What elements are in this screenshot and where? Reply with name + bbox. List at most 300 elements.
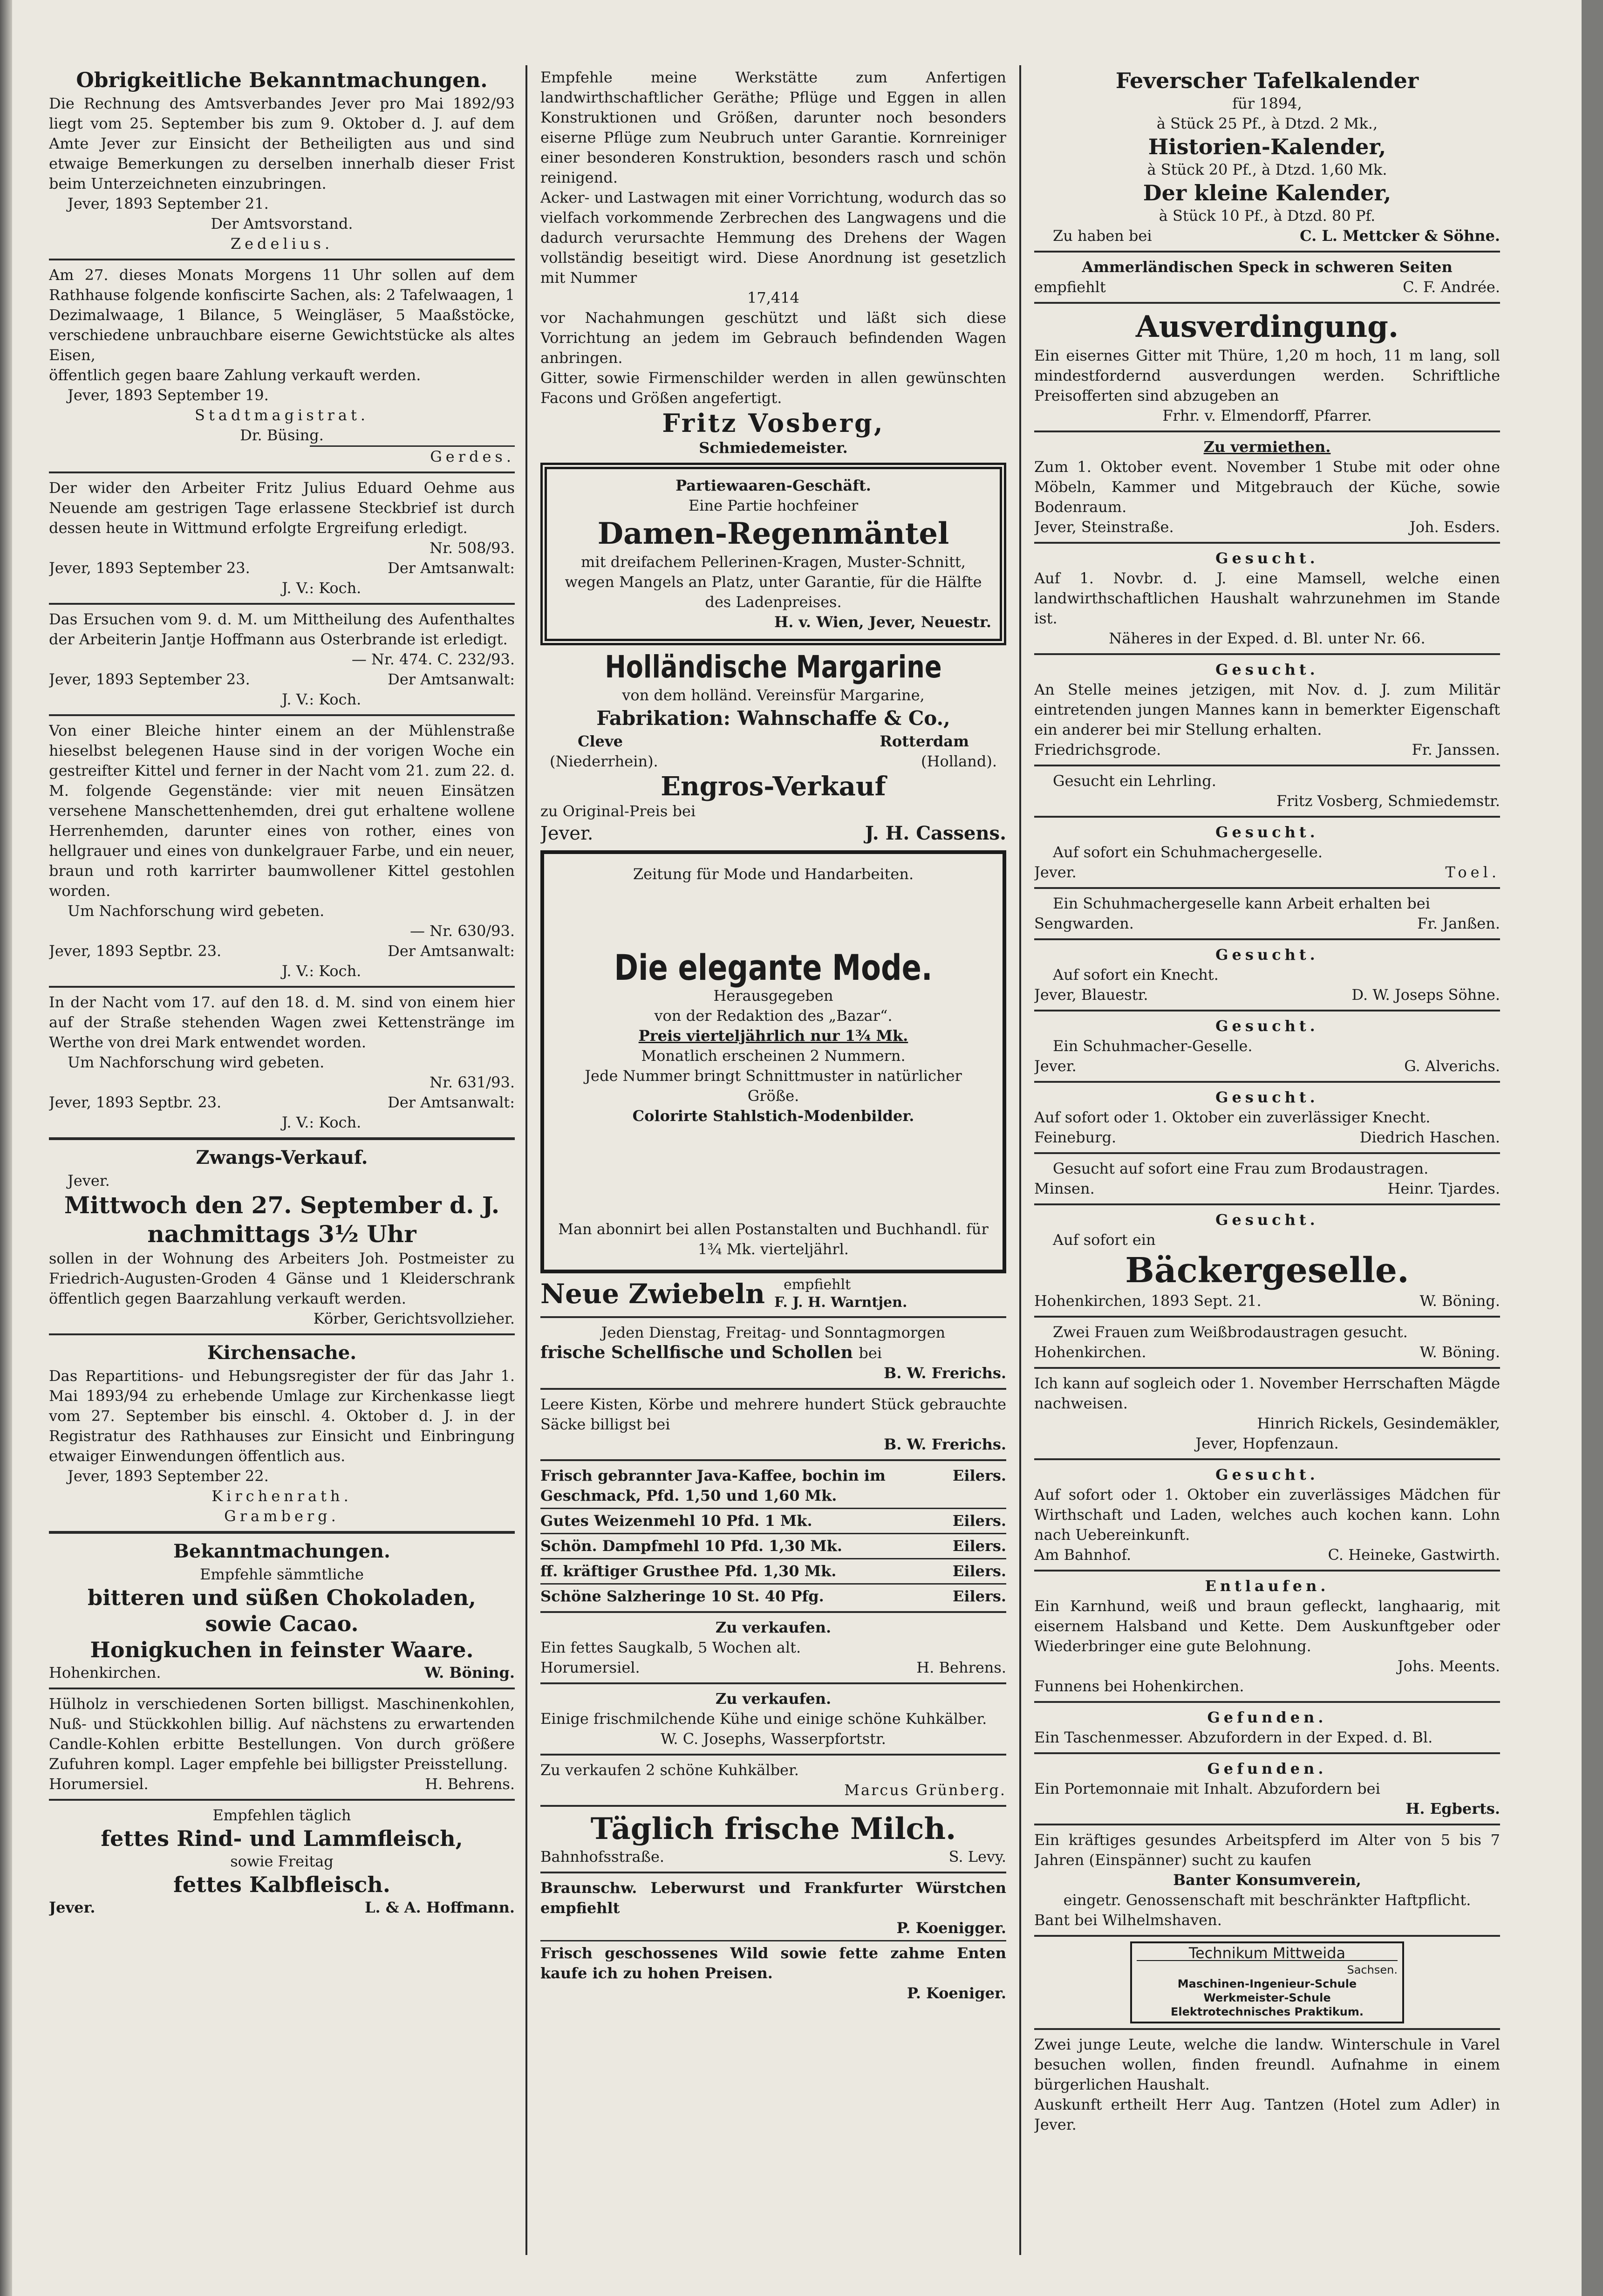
notice-office: Stadtmagistrat. — [194, 406, 369, 424]
ad-city: Rotterdam — [880, 732, 969, 750]
ad-city: Cleve — [578, 732, 623, 750]
ad-heading: Gesucht. — [1215, 946, 1319, 964]
notice-signature: Gramberg. — [224, 1507, 340, 1525]
ad-info: Näheres in der Exped. d. Bl. unter Nr. 66. — [1109, 629, 1426, 647]
ad-josephs — [540, 1689, 1006, 1749]
ad-top: Partiewaaren-Geschäft. — [675, 477, 871, 494]
ad-behrens-saugkalb — [540, 1618, 1006, 1678]
ad-heading: Zwangs-Verkauf. — [196, 1147, 368, 1168]
ad-headline: Feverscher Tafelkalender — [1115, 68, 1419, 93]
ad-behrens-kohlen — [49, 1694, 515, 1794]
ad-line: bitteren und süßen Chokoladen, — [88, 1585, 476, 1610]
ad-heading: Gesucht. — [1215, 1211, 1319, 1229]
divider — [540, 1583, 1006, 1585]
ad-text: eingetr. Genossenschaft mit beschränkter Haftpflicht. — [1063, 1891, 1471, 1909]
notice-signature: J. V.: Koch. — [282, 962, 362, 980]
divider — [1034, 2028, 1500, 2030]
notice-date: Jever, 1893 Septbr. 23. — [49, 942, 222, 960]
ad-place: Feineburg. — [1034, 1128, 1117, 1146]
ad-text: Jede Nummer bringt Schnittmuster in natürlicher Größe. — [585, 1067, 962, 1105]
ad-place: Minsen. — [1034, 1180, 1095, 1197]
notice-stadtmagistrat — [49, 265, 515, 467]
divider — [1034, 1316, 1500, 1318]
ad-frau-brod — [1034, 1159, 1500, 1199]
notice-signature: Gerdes. — [310, 445, 515, 467]
notice-office: Der Amtsanwalt: — [388, 1093, 515, 1111]
ad-price: Preis vierteljährlich nur 1¾ Mk. — [638, 1027, 908, 1045]
divider — [540, 1682, 1006, 1684]
ad-text: von dem holländ. Vereinsfür Margarine, — [622, 686, 925, 704]
ad-knecht-2 — [1034, 1087, 1500, 1148]
ad-place: Funnens bei Hohenkirchen. — [1034, 1677, 1244, 1695]
notice-date: Jever, 1893 September 23. — [49, 559, 250, 577]
ad-signature: Toel. — [1445, 863, 1500, 881]
ad-ausverdingung — [1034, 308, 1500, 426]
ad-gefunden-messer — [1034, 1708, 1500, 1748]
notice-date: Jever, 1893 Septbr. 23. — [49, 1093, 222, 1111]
notice-kirchensache — [49, 1340, 515, 1526]
ad-text: Zwei Frauen zum Weißbrodaustragen gesucht. — [1053, 1323, 1408, 1341]
divider — [1034, 1752, 1500, 1754]
scan-background — [1582, 0, 1603, 2296]
ad-bei: bei — [859, 1344, 882, 1362]
ad-schuhmacher-1 — [1034, 822, 1500, 882]
ad-signature: B. W. Frerichs. — [884, 1364, 1006, 1382]
ad-text: Zu verkaufen 2 schöne Kuhkälber. — [540, 1761, 799, 1779]
ad-text: Ein fettes Saugkalb, 5 Wochen alt. — [540, 1639, 801, 1656]
notice-oehme — [49, 478, 515, 598]
notice-amtsverband — [49, 68, 515, 254]
notice-office: Der Amtsanwalt: — [388, 670, 515, 688]
ad-place: Jever, Blauestr. — [1034, 986, 1148, 1004]
ad-text: Empfehle meine Werkstätte zum Anfertigen landwirthschaftlicher Geräthe; Pflüge und Eggen in allen Konstruktionen und Größen, darunter noch besonders eiserne Pflüge zum Neubruch unter Garantie. Kornreiniger einer besonderen Konstruktion, besonders rasch und schön reinigend. — [540, 68, 1006, 186]
notice-text: Die Rechnung des Amtsverbandes Jever pro Mai 1892/93 liegt vom 25. September bis zum 9. Oktober d. J. auf dem Amte Jever zur Einsicht der Betheiligten aus und sind etwaige Bemerkungen zu derselben innerhalb dieser Frist beim Unterzeichneten einzubringen. — [49, 95, 515, 192]
divider — [1034, 1203, 1500, 1205]
notice-request: Um Nachforschung wird gebeten. — [68, 902, 325, 920]
column-rule — [525, 65, 527, 2255]
ad-price: à Stück 25 Pf., à Dtzd. 2 Mk., — [1156, 115, 1378, 132]
ad-place: Am Bahnhof. — [1034, 1546, 1132, 1564]
ad-zwiebeln — [540, 1276, 1006, 1312]
ad-place: Jever, Steinstraße. — [1034, 518, 1174, 536]
ad-text: Herausgegeben — [713, 987, 833, 1004]
divider — [540, 1316, 1006, 1318]
notice-text: Das Ersuchen vom 9. d. M. um Mittheilung des Aufenthaltes der Arbeiterin Jantje Hoffmann aus Osterbrande ist erledigt. — [49, 610, 515, 648]
ad-heading: Entlaufen. — [1205, 1577, 1330, 1595]
divider — [49, 986, 515, 988]
divider — [540, 1754, 1006, 1756]
ad-line: ff. kräftiger Grusthee Pfd. 1,30 Mk. — [540, 1562, 837, 1580]
notice-bleiche — [49, 721, 515, 981]
divider — [49, 1688, 515, 1689]
ad-signature: C. Heineke, Gastwirth. — [1328, 1546, 1500, 1564]
ad-vosberg — [540, 68, 1006, 458]
ad-text: Ein eisernes Gitter mit Thüre, 1,20 m hoch, 11 m lang, soll mindestfordernd ausverdungen werden. Schriftliche Preisofferten sind abzugeben an — [1034, 347, 1500, 404]
ad-signature: W. Böning. — [1419, 1292, 1500, 1310]
ad-intro: Empfehle sämmtliche — [200, 1565, 364, 1583]
ad-place: Sengwarden. — [1034, 915, 1134, 932]
ad-heading: Gesucht. — [1215, 661, 1319, 678]
ad-line: Schöne Salzheringe 10 St. 40 Pfg. — [540, 1587, 824, 1605]
divider — [49, 1137, 515, 1140]
column-1 — [49, 68, 515, 1918]
ad-line: Werkmeister-Schule — [1203, 1991, 1331, 2004]
ad-text: Ich kann auf sogleich oder 1. November Herrschaften Mägde nachweisen. — [1034, 1374, 1500, 1412]
ad-place: Jever. — [49, 1899, 95, 1916]
ad-headline: Damen-Regenmäntel — [597, 516, 949, 551]
divider — [1034, 302, 1500, 304]
ad-region: (Holland). — [921, 752, 997, 770]
ad-price: à Stück 10 Pf., à Dtzd. 80 Pf. — [1159, 207, 1376, 225]
ad-price: à Stück 20 Pf., à Dtzd. 1,60 Mk. — [1147, 161, 1387, 178]
ad-baeckergeselle — [1034, 1210, 1500, 1311]
notice-date: Jever, 1893 September 22. — [68, 1467, 269, 1485]
ad-technikum-mittweida — [1130, 1941, 1404, 2023]
ad-address: Jever, Hopfenzaun. — [1195, 1435, 1339, 1452]
divider — [1034, 1935, 1500, 1937]
ad-signature: S. Levy. — [948, 1848, 1006, 1866]
notice-office: Der Amtsanwalt: — [388, 559, 515, 577]
ad-signature: W. Böning. — [424, 1664, 515, 1681]
ad-text: Ein Schuhmacher-Geselle. — [1053, 1037, 1253, 1055]
ad-text: Gitter, sowie Firmenschilder werden in allen gewünschten Facons und Größen angefertigt. — [540, 369, 1006, 407]
ad-zwangsverkauf — [49, 1145, 515, 1329]
divider — [1034, 765, 1500, 766]
ad-text: Ein kräftiges gesundes Arbeitspferd im Alter von 5 bis 7 Jahren (Einspänner) sucht zu kaufen — [1034, 1831, 1500, 1869]
ad-margarine — [540, 649, 1006, 846]
ad-patent-number: 17,414 — [747, 289, 799, 307]
ad-signature: Fritz Vosberg, Schmiedemstr. — [1276, 792, 1500, 810]
ad-signature: Johs. Meents. — [1397, 1657, 1500, 1675]
ad-frerichs-kisten — [540, 1394, 1006, 1455]
page-binding-edge — [0, 0, 12, 2296]
ad-signature: Joh. Esders. — [1409, 518, 1500, 536]
ad-place: Bahnhofsstraße. — [540, 1848, 665, 1866]
ad-headline: Der kleine Kalender, — [1143, 180, 1392, 205]
divider — [1034, 938, 1500, 940]
notice-text: öffentlich gegen baare Zahlung verkauft werden. — [49, 366, 421, 384]
notice-office: Kirchenrath. — [211, 1487, 352, 1505]
ad-line: Honigkuchen in feinster Waare. — [90, 1637, 474, 1662]
ad-knecht-1 — [1034, 945, 1500, 1005]
ad-headline: Täglich frische Milch. — [590, 1811, 956, 1846]
ad-signature: H. Behrens. — [916, 1659, 1006, 1676]
ad-text: von der Redaktion des „Bazar“. — [654, 1007, 893, 1025]
ad-signature: P. Koenigger. — [896, 1919, 1006, 1937]
notice-signature: Dr. Büsing. — [240, 426, 324, 444]
ad-bold: frische Schellfische und Schollen — [540, 1343, 853, 1362]
ad-headline: Neue Zwiebeln — [540, 1278, 765, 1310]
ad-headline: Bäckergeselle. — [1125, 1250, 1409, 1291]
divider — [49, 603, 515, 605]
divider — [540, 1388, 1006, 1390]
divider — [1034, 887, 1500, 889]
ad-frerichs-fische — [540, 1323, 1006, 1383]
notice-signature: Zedelius. — [230, 235, 334, 253]
ad-wien-regenmaentel — [540, 463, 1006, 645]
ad-signature: H. Egberts. — [1405, 1800, 1500, 1818]
ad-schuhmacher-2 — [1034, 894, 1500, 934]
notice-ketten — [49, 992, 515, 1133]
divider — [540, 1611, 1006, 1613]
ad-text: für 1894, — [1232, 95, 1302, 112]
ad-text: Gesucht auf sofort eine Frau zum Brodaustragen. — [1053, 1160, 1429, 1177]
ad-line: fettes Rind- und Lammfleisch, — [101, 1826, 463, 1851]
notice-office: Der Amtsvorstand. — [211, 215, 353, 232]
ad-signature: P. Koeniger. — [907, 1984, 1006, 2002]
ad-place: Horumersiel. — [49, 1775, 149, 1793]
ad-headline: Historien-Kalender, — [1148, 134, 1386, 159]
ad-text: Einige frischmilchende Kühe und einige schöne Kuhkälber. — [540, 1710, 987, 1728]
divider — [1034, 251, 1500, 253]
divider — [1034, 1570, 1500, 1572]
ad-date-line: Mittwoch den 27. September d. J. — [64, 1191, 500, 1219]
ad-line: sowie Freitag — [230, 1852, 334, 1870]
ad-text: Auf sofort oder 1. Oktober ein zuverlässiges Mädchen für Wirthschaft und Laden, welches auch kochen kann. Lohn nach Uebereinkunft. — [1034, 1486, 1500, 1544]
ad-line: Frisch gebrannter Java-Kaffee, bochin im Geschmack, Pfd. 1,50 und 1,60 Mk. — [540, 1467, 886, 1504]
ad-signature: Eilers. — [952, 1467, 1006, 1484]
divider — [49, 1799, 515, 1801]
notice-text: In der Nacht vom 17. auf den 18. d. M. sind von einem hier auf der Straße stehenden Wagen zwei Kettenstränge im Werthe von drei Mark entwendet worden. — [49, 993, 515, 1051]
ad-place: Jever. — [68, 1172, 110, 1189]
ad-line: Schön. Dampfmehl 10 Pfd. 1,30 Mk. — [540, 1537, 842, 1555]
ad-signature: C. L. Mettcker & Söhne. — [1300, 227, 1500, 245]
notice-request: Um Nachforschung wird gebeten. — [68, 1053, 325, 1071]
divider — [49, 259, 515, 260]
divider — [1034, 1010, 1500, 1011]
ad-text: Ein Schuhmachergeselle kann Arbeit erhalten bei — [1053, 895, 1430, 912]
notice-text: Der wider den Arbeiter Fritz Julius Eduard Oehme aus Neuende am gestrigen Tage erlassene Steckbrief ist durch dessen heute in Wittmund erfolgte Ergreifung erledigt. — [49, 479, 515, 537]
ad-text: Gesucht ein Lehrling. — [1053, 772, 1216, 790]
divider — [49, 714, 515, 716]
ad-signature: J. H. Cassens. — [865, 822, 1006, 844]
ad-gefunden-portemonnaie — [1034, 1759, 1500, 1819]
ad-text: Frisch geschossenes Wild sowie fette zahme Enten kaufe ich zu hohen Preisen. — [540, 1944, 1006, 1982]
ad-text: sollen in der Wohnung des Arbeiters Joh. Postmeister zu Friedrich-Augusten-Groden 4 Gänse und 1 Kleiderschrank öffentlich gegen Baarzahlung verkauft werden. — [49, 1250, 515, 1307]
ad-koenigger — [540, 1878, 1006, 2003]
ad-signature: C. F. Andrée. — [1403, 278, 1500, 296]
ad-region: (Niederrhein). — [550, 752, 658, 770]
divider — [540, 1459, 1006, 1461]
ad-line: sowie Cacao. — [205, 1611, 359, 1636]
ad-signature: Eilers. — [952, 1512, 1006, 1530]
ad-text: Ammerländischen Speck in schweren Seiten — [1082, 258, 1453, 276]
divider — [1034, 430, 1500, 432]
ad-gesucht-mamsell — [1034, 548, 1500, 649]
divider — [540, 1508, 1006, 1509]
ad-place: Friedrichsgrode. — [1034, 741, 1161, 758]
notice-date: Jever, 1893 September 21. — [68, 195, 269, 212]
ad-line: Gutes Weizenmehl 10 Pfd. 1 Mk. — [540, 1512, 812, 1530]
divider — [1034, 1701, 1500, 1703]
ad-boening — [49, 1538, 515, 1683]
ad-text: Braunschw. Leberwurst und Frankfurter Würstchen empfiehlt — [540, 1879, 1006, 1917]
ad-signature: H. Behrens. — [425, 1775, 515, 1793]
ad-heading: Gesucht. — [1215, 1466, 1319, 1483]
divider — [540, 1805, 1006, 1807]
notice-number: Nr. 508/93. — [430, 539, 515, 557]
ad-text: Jeden Dienstag, Freitag- und Sonntagmorgen — [601, 1324, 946, 1341]
divider — [1034, 1081, 1500, 1083]
ad-headline: Die elegante Mode. — [614, 947, 933, 988]
divider — [540, 1940, 1006, 1941]
ad-text: An Stelle meines jetzigen, mit Nov. d. J. zum Militär eintretenden jungen Mannes kann in bemerkter Eigenschaft ein anderer bei mir Stellung erhalten. — [1034, 681, 1500, 738]
ad-text: Ein Portemonnaie mit Inhalt. Abzufordern bei — [1034, 1780, 1380, 1797]
notice-date: Jever, 1893 September 23. — [49, 670, 250, 688]
ad-vermiethen — [1034, 437, 1500, 537]
ad-headline: Holländische Margarine — [605, 649, 942, 685]
ad-signature: Heinr. Tjardes. — [1387, 1180, 1500, 1197]
ad-recommend: empfiehlt — [1034, 278, 1106, 296]
ad-gesucht-stelle — [1034, 660, 1500, 760]
divider — [49, 1333, 515, 1335]
ad-recommend: empfiehlt — [784, 1277, 851, 1293]
divider — [1034, 1152, 1500, 1154]
section-heading: Bekanntmachungen. — [173, 1540, 390, 1562]
notice-signature: J. V.: Koch. — [282, 1114, 362, 1131]
ad-text: mit dreifachem Pellerinen-Kragen, Muster-Schnitt, wegen Mangels an Platz, unter Garantie, für die Hälfte des Ladenpreises. — [565, 553, 982, 611]
divider — [49, 472, 515, 473]
ad-intro: Eine Partie hochfeiner — [688, 497, 859, 514]
ad-heading: Zu verkaufen. — [715, 1690, 832, 1708]
ad-top: Zeitung für Mode und Handarbeiten. — [633, 865, 914, 883]
notice-heading: Kirchensache. — [207, 1342, 357, 1364]
ad-eilers — [540, 1466, 1006, 1606]
ad-footer: Man abonnirt bei allen Postanstalten und Buchhandl. für 1¾ Mk. vierteljährl. — [558, 1220, 989, 1258]
ad-elegante-mode — [540, 850, 1006, 1273]
ad-heading: Gesucht. — [1215, 823, 1319, 841]
ad-kalender — [1034, 68, 1500, 246]
ad-text: Monatlich erscheinen 2 Nummern. — [641, 1047, 906, 1065]
ad-heading: Zu vermiethen. — [1203, 438, 1331, 456]
divider — [1034, 1824, 1500, 1825]
divider — [1034, 816, 1500, 818]
ad-heading: Gesucht. — [1215, 1017, 1319, 1035]
ad-signature: Eilers. — [952, 1537, 1006, 1555]
ad-lehrling — [1034, 771, 1500, 811]
ad-text: Auf sofort ein Knecht. — [1053, 966, 1219, 984]
ad-state: Sachsen. — [1347, 1963, 1398, 1976]
ad-signature: L. & A. Hoffmann. — [364, 1899, 515, 1916]
notice-date: Jever, 1893 September 19. — [68, 386, 269, 404]
notice-text: Am 27. dieses Monats Morgens 11 Uhr sollen auf dem Rathhause folgende konfiscirte Sachen, als: 2 Tafelwaagen, 1 Dezimalwaage, 1 Bilance, 5 Weingläser, 5 Maaßstöcke, verschiedene unbrauchbare eiserne Gewichtstücke als altes Eisen, — [49, 266, 515, 364]
ad-time-line: nachmittags 3½ Uhr — [147, 1220, 416, 1248]
ad-speck — [1034, 257, 1500, 297]
ad-maedchen — [1034, 1465, 1500, 1565]
ad-place: Jever. — [1034, 863, 1077, 881]
ad-signature: Eilers. — [952, 1562, 1006, 1580]
notice-text: Von einer Bleiche hinter einem an der Mühlenstraße hieselbst belegenen Hause sind in der vorigen Woche ein gestreifter Kittel und ferner in der Nacht vom 21. zum 22. d. M. folgende Gegenstände: vier mit neuen Einsätzen versehene Manschettenhemden, drei gut erhaltene wollene Herrenhemden, darunter eines von rother, eines von hellgrauer und eines von dunkelgrauer Farbe, und ein neuer, braun und roth karrirter baumwollener Kittel gestohlen worden. — [49, 722, 515, 900]
divider — [1034, 1458, 1500, 1460]
ad-headline: Technikum Mittweida — [1137, 1946, 1398, 1961]
ad-heading: Gesucht. — [1215, 1088, 1319, 1106]
column-rule — [1019, 65, 1021, 2255]
divider — [1034, 1367, 1500, 1369]
divider — [1034, 653, 1500, 655]
ad-headline: Ausverdingung. — [1135, 309, 1399, 344]
ad-text: Ein Taschenmesser. Abzufordern in der Exped. d. Bl. — [1034, 1729, 1433, 1746]
ad-signature: H. v. Wien, Jever, Neuestr. — [774, 613, 991, 631]
ad-heading: Gesucht. — [1215, 549, 1319, 567]
ad-signature: Körber, Gerichtsvollzieher. — [313, 1310, 515, 1327]
ad-text: Ein Karnhund, weiß und braun gefleckt, langhaarig, mit eisernem Halsband und Kette. Dem Auskunftgeber oder Wiederbringer eine gute Belohnung. — [1034, 1597, 1500, 1655]
section-heading: Obrigkeitliche Bekanntmachungen. — [76, 68, 488, 92]
column-3 — [1034, 68, 1500, 2135]
notice-office: Der Amtsanwalt: — [388, 942, 515, 960]
ad-line: Elektrotechnisches Praktikum. — [1171, 2005, 1364, 2018]
ad-signature: Diedrich Haschen. — [1359, 1128, 1500, 1146]
ad-text: Zu haben bei — [1053, 227, 1152, 245]
ad-winterschule — [1034, 2035, 1500, 2135]
ad-gruenberg — [540, 1760, 1006, 1800]
ad-heading: Gefunden. — [1207, 1760, 1327, 1777]
notice-signature: J. V.: Koch. — [282, 579, 362, 597]
divider — [540, 1533, 1006, 1534]
ad-line: Maschinen-Ingenieur-Schule — [1177, 1977, 1357, 1990]
divider — [1034, 542, 1500, 544]
notice-number: Nr. 631/93. — [430, 1073, 515, 1091]
ad-role: Schmiedemeister. — [699, 439, 848, 457]
ad-text: Zum 1. Oktober event. November 1 Stube mit oder ohne Möbeln, Kammer und Mitgebrauch der Küche, sowie Bodenraum. — [1034, 458, 1500, 516]
ad-heading: Zu verkaufen. — [715, 1619, 832, 1636]
ad-signature: D. W. Joseps Söhne. — [1351, 986, 1500, 1004]
ad-signature: Marcus Grünberg. — [844, 1781, 1006, 1799]
ad-text: vor Nachahmungen geschützt und läßt sich diese Vorrichtung an jedem im Gebrauch befindenden Wagen anbringen. — [540, 309, 1006, 367]
notice-number: — Nr. 474. C. 232/93. — [351, 650, 515, 668]
divider — [540, 1558, 1006, 1559]
ad-milch — [540, 1811, 1006, 1867]
notice-text: Das Repartitions- und Hebungsregister der für das Jahr 1. Mai 1893/94 zu erhebende Umlage zur Kirchenkasse liegt vom 27. September bis einschl. 4. Oktober d. J. in der Registratur des Rathhauses zur Einsicht und Einbringung etwaiger Einwendungen öffentlich aus. — [49, 1367, 515, 1465]
ad-line: fettes Kalbfleisch. — [173, 1872, 390, 1897]
ad-signature: Fr. Janßen. — [1417, 915, 1500, 932]
ad-intro: Empfehlen täglich — [212, 1806, 351, 1824]
ad-text: Auf sofort oder 1. Oktober ein zuverlässiger Knecht. — [1034, 1108, 1431, 1126]
ad-hoffmann-fleisch — [49, 1805, 515, 1918]
ad-frauen-weissbrod — [1034, 1322, 1500, 1362]
ad-signature: Fr. Janssen. — [1412, 741, 1500, 758]
ad-schuhmacher-3 — [1034, 1016, 1500, 1076]
ad-entlaufen — [1034, 1576, 1500, 1696]
ad-heading: Gefunden. — [1207, 1708, 1327, 1726]
ad-arbeitspferd — [1034, 1830, 1500, 1930]
ad-signature: Frhr. v. Elmendorff, Pfarrer. — [1162, 407, 1372, 424]
ad-text: Leere Kisten, Körbe und mehrere hundert Stück gebrauchte Säcke billigst bei — [540, 1395, 1006, 1433]
ad-place: Horumersiel. — [540, 1659, 640, 1676]
column-2 — [540, 68, 1006, 2003]
ad-text: Zwei junge Leute, welche die landw. Winterschule in Varel besuchen wollen, finden freundl. Aufnahme in einem bürgerlichen Haushalt. — [1034, 2036, 1500, 2093]
ad-signature: W. Böning. — [1419, 1343, 1500, 1361]
notice-signature: J. V.: Koch. — [282, 690, 362, 708]
ad-signature: B. W. Frerichs. — [884, 1435, 1006, 1453]
ad-rickels — [1034, 1374, 1500, 1454]
ad-text: Auskunft ertheilt Herr Aug. Tantzen (Hotel zum Adler) in Jever. — [1034, 2096, 1500, 2133]
ad-place: Jever. — [540, 823, 593, 844]
ad-place: Jever. — [1034, 1057, 1077, 1075]
ad-engros: Engros-Verkauf — [661, 771, 886, 802]
ad-date: Hohenkirchen, 1893 Sept. 21. — [1034, 1292, 1262, 1310]
ad-signature: Hinrich Rickels, Gesindemäkler, — [1257, 1414, 1500, 1432]
ad-text: Auf 1. Novbr. d. J. eine Mamsell, welche einen landwirthschaftlichen Haushalt wahrzunehmen im Stande ist. — [1034, 569, 1500, 627]
ad-text: Colorirte Stahlstich-Modenbilder. — [632, 1107, 914, 1125]
ad-text: Auf sofort ein Schuhmachergeselle. — [1053, 843, 1323, 861]
ad-fabrication: Fabrikation: Wahnschaffe & Co., — [596, 707, 950, 730]
ad-signature: G. Alverichs. — [1404, 1057, 1500, 1075]
ad-signature: W. C. Josephs, Wasserpfortstr. — [661, 1730, 886, 1748]
ad-name: Fritz Vosberg, — [662, 408, 885, 438]
ad-signature: F. J. H. Warntjen. — [774, 1294, 907, 1311]
ad-bold: Banter Konsumverein, — [1173, 1871, 1361, 1889]
divider — [49, 1531, 515, 1534]
